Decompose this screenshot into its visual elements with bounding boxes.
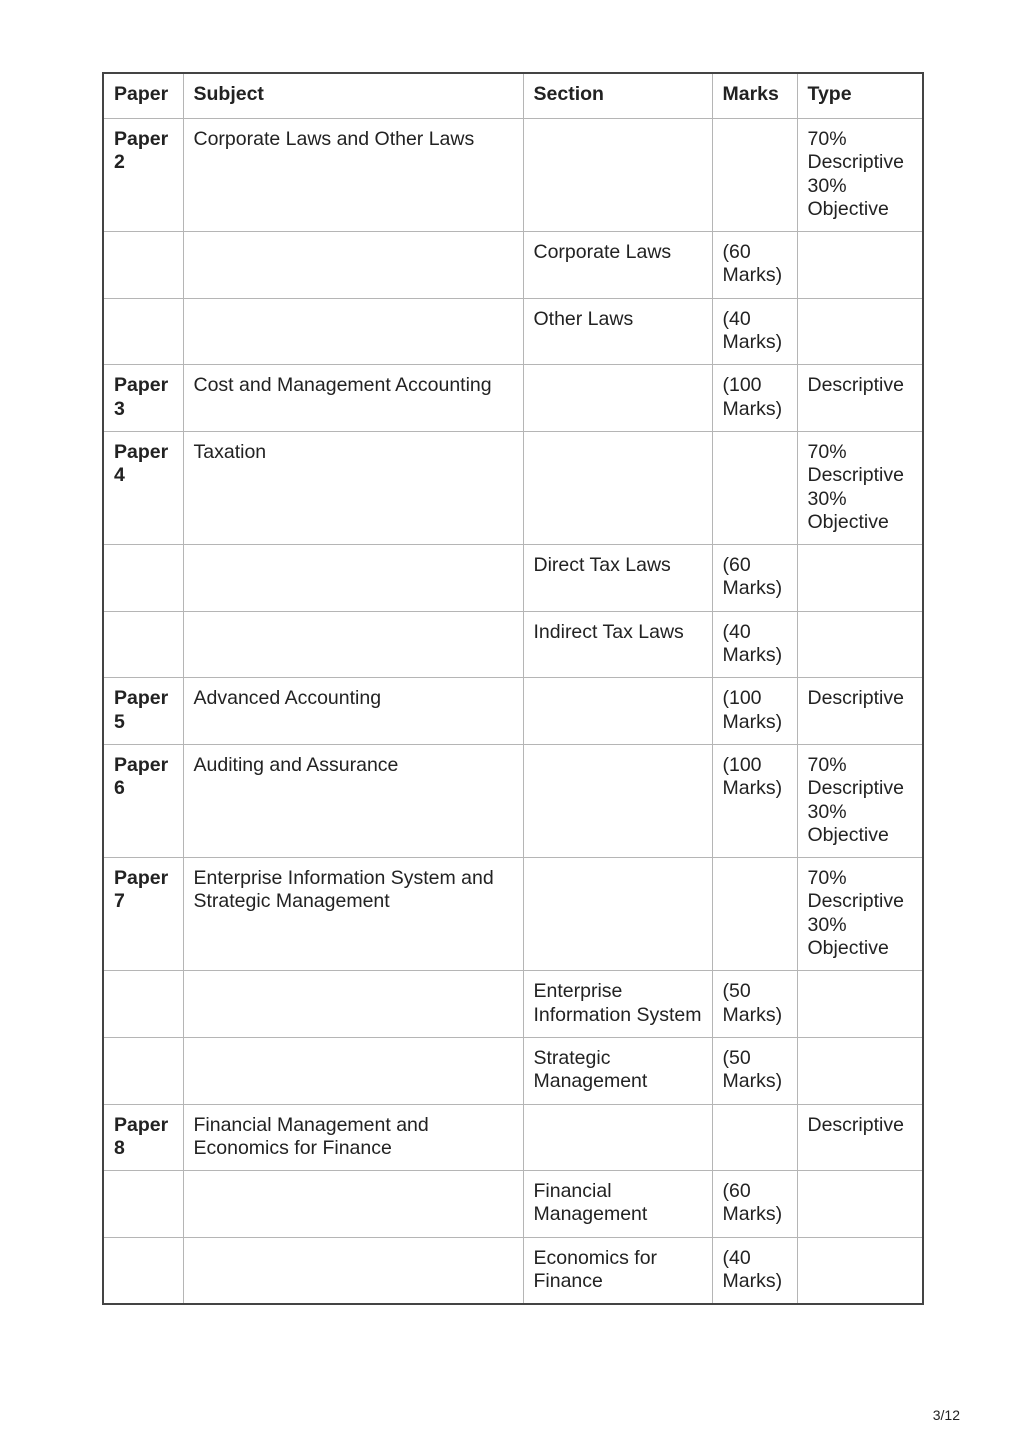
table-row xyxy=(103,1037,923,1104)
subject-cell xyxy=(183,971,523,1038)
table-row xyxy=(103,232,923,299)
paper-cell xyxy=(103,611,183,678)
type-cell xyxy=(797,1171,923,1238)
type-cell xyxy=(797,545,923,612)
table-row xyxy=(103,1237,923,1304)
paper-cell xyxy=(103,1037,183,1104)
type-cell: 70% Descriptive 30% Objective xyxy=(797,858,923,971)
marks-cell: (50 Marks) xyxy=(712,971,797,1038)
marks-cell: (60 Marks) xyxy=(712,545,797,612)
subject-cell xyxy=(183,545,523,612)
header-marks: Marks xyxy=(712,73,797,119)
marks-cell xyxy=(712,858,797,971)
header-row xyxy=(103,73,923,119)
table-row xyxy=(103,298,923,365)
table-row xyxy=(103,119,923,232)
section-cell xyxy=(523,1104,712,1171)
subject-cell: Cost and Management Accounting xyxy=(183,365,523,432)
table-row xyxy=(103,858,923,971)
paper-cell: Paper 4 xyxy=(103,431,183,544)
paper-cell xyxy=(103,545,183,612)
section-cell: Economics for Finance xyxy=(523,1237,712,1304)
paper-cell xyxy=(103,971,183,1038)
subject-cell xyxy=(183,298,523,365)
table-header xyxy=(103,73,923,119)
section-cell: Strategic Management xyxy=(523,1037,712,1104)
subject-cell xyxy=(183,232,523,299)
paper-cell: Paper 5 xyxy=(103,678,183,745)
header-section: Section xyxy=(523,73,712,119)
subject-cell xyxy=(183,611,523,678)
section-cell: Direct Tax Laws xyxy=(523,545,712,612)
type-cell xyxy=(797,298,923,365)
marks-cell: (60 Marks) xyxy=(712,232,797,299)
section-cell xyxy=(523,431,712,544)
subject-cell: Enterprise Information System and Strategic Management xyxy=(183,858,523,971)
type-cell xyxy=(797,611,923,678)
table-row xyxy=(103,545,923,612)
marks-cell: (40 Marks) xyxy=(712,298,797,365)
marks-cell: (40 Marks) xyxy=(712,1237,797,1304)
subject-cell xyxy=(183,1171,523,1238)
paper-cell: Paper 8 xyxy=(103,1104,183,1171)
subject-cell xyxy=(183,1037,523,1104)
marks-cell xyxy=(712,431,797,544)
paper-cell: Paper 6 xyxy=(103,744,183,857)
type-cell xyxy=(797,971,923,1038)
type-cell xyxy=(797,1037,923,1104)
type-cell: 70% Descriptive 30% Objective xyxy=(797,431,923,544)
header-subject: Subject xyxy=(183,73,523,119)
header-type: Type xyxy=(797,73,923,119)
subject-cell: Auditing and Assurance xyxy=(183,744,523,857)
type-cell: Descriptive xyxy=(797,1104,923,1171)
type-cell xyxy=(797,232,923,299)
paper-cell xyxy=(103,232,183,299)
table-row xyxy=(103,611,923,678)
subject-cell: Corporate Laws and Other Laws xyxy=(183,119,523,232)
table-row xyxy=(103,1104,923,1171)
table-row xyxy=(103,678,923,745)
type-cell: 70% Descriptive 30% Objective xyxy=(797,119,923,232)
marks-cell xyxy=(712,1104,797,1171)
paper-cell: Paper 2 xyxy=(103,119,183,232)
section-cell: Enterprise Information System xyxy=(523,971,712,1038)
section-cell: Corporate Laws xyxy=(523,232,712,299)
paper-cell: Paper 3 xyxy=(103,365,183,432)
type-cell: Descriptive xyxy=(797,365,923,432)
table-body xyxy=(103,119,923,1305)
table-row xyxy=(103,971,923,1038)
marks-cell: (100 Marks) xyxy=(712,678,797,745)
table-row xyxy=(103,365,923,432)
section-cell xyxy=(523,744,712,857)
section-cell xyxy=(523,365,712,432)
type-cell xyxy=(797,1237,923,1304)
subject-cell: Taxation xyxy=(183,431,523,544)
page-number: 3/12 xyxy=(932,1407,960,1423)
section-cell xyxy=(523,678,712,745)
type-cell: 70% Descriptive 30% Objective xyxy=(797,744,923,857)
subject-cell: Financial Management and Economics for Finance xyxy=(183,1104,523,1171)
marks-cell: (100 Marks) xyxy=(712,744,797,857)
paper-cell xyxy=(103,1237,183,1304)
marks-cell: (60 Marks) xyxy=(712,1171,797,1238)
table-row xyxy=(103,744,923,857)
paper-cell xyxy=(103,1171,183,1238)
exam-schedule-table xyxy=(102,72,924,1305)
paper-cell xyxy=(103,298,183,365)
section-cell: Other Laws xyxy=(523,298,712,365)
marks-cell xyxy=(712,119,797,232)
type-cell: Descriptive xyxy=(797,678,923,745)
subject-cell: Advanced Accounting xyxy=(183,678,523,745)
section-cell xyxy=(523,858,712,971)
marks-cell: (100 Marks) xyxy=(712,365,797,432)
section-cell: Indirect Tax Laws xyxy=(523,611,712,678)
paper-cell: Paper 7 xyxy=(103,858,183,971)
subject-cell xyxy=(183,1237,523,1304)
section-cell: Financial Management xyxy=(523,1171,712,1238)
table-row xyxy=(103,1171,923,1238)
marks-cell: (40 Marks) xyxy=(712,611,797,678)
section-cell xyxy=(523,119,712,232)
marks-cell: (50 Marks) xyxy=(712,1037,797,1104)
header-paper: Paper xyxy=(103,73,183,119)
table-row xyxy=(103,431,923,544)
